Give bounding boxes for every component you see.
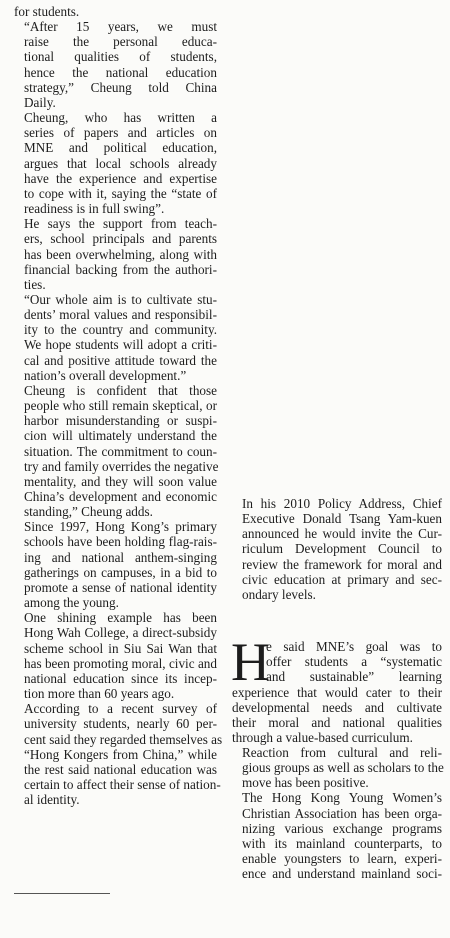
text-line: In his 2010 Policy Address, Chief — [242, 496, 442, 511]
text-line: Cheung, who has written a — [24, 110, 217, 126]
text-line: ity to the country and community. — [24, 322, 217, 338]
text-line: offer students a “systematic — [266, 654, 442, 670]
text-line: for students. — [14, 4, 80, 19]
text-line: standing,” Cheung adds. — [24, 504, 153, 520]
left-paragraph — [14, 292, 217, 383]
left-paragraph — [14, 110, 217, 216]
text-line: al identity. — [24, 792, 80, 808]
text-line: Cheung is confident that those — [24, 382, 217, 398]
text-line: have the experience and expertise — [24, 170, 217, 186]
text-line: experience that would cater to their — [232, 684, 442, 700]
text-line: tional qualities of students, — [24, 49, 217, 65]
text-line: developmental needs and cultivate — [232, 699, 442, 715]
text-line: Daily. — [24, 94, 56, 110]
text-line: review the framework for moral and — [242, 556, 442, 572]
left-paragraph — [14, 519, 217, 610]
text-line: We hope students will adopt a criti- — [24, 337, 217, 353]
text-line: harbor misunderstanding or suspi- — [24, 413, 217, 429]
text-line: announced he would invite the Cur- — [242, 526, 442, 542]
text-line: has been overwhelming, along with — [24, 246, 217, 262]
text-line: Christian Association has been orga- — [242, 805, 442, 821]
text-line: series of papers and articles on — [24, 125, 217, 141]
text-line: through a value-based curriculum. — [232, 729, 413, 745]
text-line: enable youngsters to learn, experi- — [242, 851, 442, 867]
right-column-paragraphs — [232, 745, 442, 881]
text-line: their moral and national qualities — [232, 714, 442, 730]
text-line: scheme school in Siu Sai Wan that — [24, 640, 217, 656]
left-paragraph — [14, 610, 217, 701]
text-line: financial backing from the authori- — [24, 261, 217, 277]
text-line: cion will ultimately understand the — [24, 428, 217, 444]
text-line: strategy,” Cheung told China — [24, 79, 217, 95]
text-line: ondary levels. — [242, 586, 316, 602]
text-line: tion more than 60 years ago. — [24, 686, 175, 702]
text-line: the rest said national education was — [24, 761, 217, 777]
end-of-article-rule — [14, 893, 110, 894]
text-line: people who still remain skeptical, or — [24, 398, 217, 414]
left-paragraph — [14, 701, 223, 808]
text-line: riculum Development Council to — [242, 541, 442, 557]
policy-address-paragraph — [232, 496, 442, 602]
text-line: argues that local schools already — [24, 155, 217, 171]
text-line: to cope with it, saying the “state of — [24, 185, 217, 201]
text-line: Reaction from cultural and reli- — [242, 745, 442, 760]
text-line: national education since its incep- — [24, 670, 217, 686]
left-paragraph — [14, 383, 217, 519]
left-column — [14, 4, 223, 808]
text-line: The Hong Kong Young Women’s — [242, 790, 442, 806]
text-line: China’s development and economic — [24, 489, 217, 504]
text-line: move has been positive. — [242, 775, 369, 791]
text-line: raise the personal educa- — [24, 34, 217, 50]
text-line: According to a recent survey of — [24, 701, 217, 717]
text-line: dents’ moral values and responsibil- — [24, 307, 217, 323]
text-line: Hong Wah College, a direct-subsidy — [24, 625, 217, 641]
text-line: mentality, and they will soon value — [24, 473, 217, 489]
drop-cap-letter: H — [231, 632, 270, 692]
left-paragraph — [14, 4, 217, 19]
text-line: MNE and political education, — [24, 140, 217, 156]
text-line: nation’s overall development.” — [24, 367, 187, 383]
left-paragraph — [14, 19, 217, 110]
text-line: nizing various exchange programs — [242, 820, 442, 836]
text-line: gious groups as well as scholars to the — [242, 760, 444, 776]
text-line: among the young. — [24, 595, 119, 611]
text-line: and sustainable” learning — [266, 669, 442, 685]
text-line: Executive Donald Tsang Yam-kuen — [242, 511, 442, 527]
dropcap-paragraph-continuation — [232, 685, 442, 746]
text-line: ence and understand mainland soci- — [242, 866, 442, 882]
text-line: gatherings on campuses, in a bid to — [24, 564, 217, 580]
text-line: cent said they regarded themselves as — [24, 731, 223, 747]
text-line: “Our whole aim is to cultivate stu- — [24, 291, 217, 307]
text-line: certain to affect their sense of nation- — [24, 776, 221, 792]
text-line: schools have been holding flag-rais- — [24, 534, 217, 550]
text-line: ing and national anthem-singing — [24, 549, 217, 565]
text-line: cal and positive attitude toward the — [24, 352, 217, 368]
text-line: with its mainland counterparts, to — [242, 835, 442, 851]
left-paragraph — [14, 216, 217, 292]
text-line: e said MNE’s goal was to — [266, 639, 442, 654]
text-line: hence the national education — [24, 64, 217, 80]
text-line: has been promoting moral, civic and — [24, 655, 217, 671]
text-line: ers, school principals and parents — [24, 231, 217, 247]
text-line: ties. — [24, 276, 46, 292]
text-line: promote a sense of national identity — [24, 579, 217, 595]
text-line: Since 1997, Hong Kong’s primary — [24, 519, 217, 535]
text-line: “Hong Kongers from China,” while — [24, 746, 217, 762]
text-line: try and family overrides the negative — [24, 458, 219, 474]
text-line: situation. The commitment to coun- — [24, 443, 217, 459]
text-line: He says the support from teach- — [24, 216, 217, 232]
text-line: readiness is in full swing”. — [24, 201, 165, 217]
right-paragraph — [232, 745, 442, 790]
text-line: “After 15 years, we must — [24, 19, 217, 35]
text-line: One shining example has been — [24, 610, 217, 626]
text-line: university students, nearly 60 per- — [24, 716, 217, 732]
right-paragraph — [232, 790, 442, 881]
text-line: civic education at primary and sec- — [242, 571, 442, 587]
